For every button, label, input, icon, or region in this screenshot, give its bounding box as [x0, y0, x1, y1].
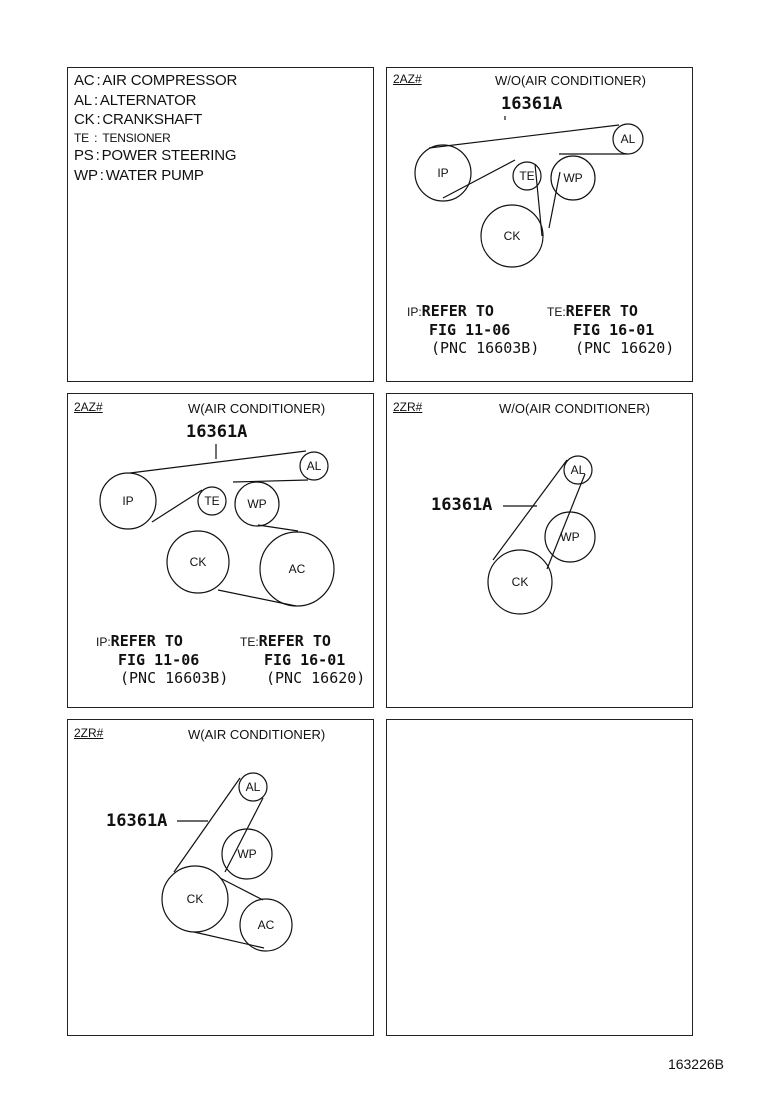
ref-ip: IP:REFER TO FIG 11-06 (PNC 16603B) — [96, 632, 229, 687]
pulley-label: IP — [437, 166, 449, 180]
condition-label: W/O(AIR CONDITIONER) — [499, 401, 650, 416]
pulley-label: CK — [503, 229, 521, 243]
empty-panel — [386, 719, 693, 1036]
belt-segment — [130, 451, 306, 473]
pulley-label: CK — [189, 555, 207, 569]
pulley-label: AC — [257, 918, 275, 932]
legend-item-te: TE : TENSIONER — [74, 131, 171, 145]
condition-label: W/O(AIR CONDITIONER) — [495, 73, 646, 88]
part-number-label[interactable]: 16361A — [431, 495, 493, 515]
part-number-label[interactable]: 16361A — [186, 422, 248, 442]
panel-2zr-with-ac — [67, 719, 374, 1036]
engine-code: 2AZ# — [393, 72, 422, 86]
belt-segment — [233, 480, 308, 482]
pulley-label: AC — [288, 562, 306, 576]
panel-2az-without-ac — [386, 67, 693, 382]
pulley-label: AL — [570, 463, 586, 477]
engine-code: 2ZR# — [393, 400, 423, 414]
panel-2az-with-ac — [67, 393, 374, 708]
legend-item-al: AL : ALTERNATOR — [74, 92, 197, 109]
ref-te: TE:REFER TO FIG 16-01 (PNC 16620) — [547, 302, 675, 357]
part-number-label[interactable]: 16361A — [106, 811, 168, 831]
legend-panel — [67, 67, 374, 382]
belt-diagram — [387, 394, 694, 709]
belt-segment — [258, 525, 298, 531]
pulley-label: IP — [122, 494, 134, 508]
part-number-label[interactable]: 16361A — [501, 94, 563, 114]
ref-ip: IP:REFER TO FIG 11-06 (PNC 16603B) — [407, 302, 540, 357]
belt-segment — [493, 460, 567, 560]
belt-diagram — [68, 720, 375, 1037]
pulley-label: AL — [245, 780, 261, 794]
pulley-label: WP — [563, 171, 583, 185]
belt-segment — [152, 490, 202, 522]
pulley-label: TE — [204, 494, 220, 508]
pulley-label: AL — [306, 459, 322, 473]
ref-te: TE:REFER TO FIG 16-01 (PNC 16620) — [240, 632, 366, 687]
pulley-label: WP — [560, 530, 580, 544]
pulley-label: AL — [620, 132, 636, 146]
pulley-label: CK — [511, 575, 529, 589]
pulley-label: WP — [247, 497, 267, 511]
engine-code: 2AZ# — [74, 400, 103, 414]
pulley-label: CK — [186, 892, 204, 906]
legend-item-ps: PS : POWER STEERING — [74, 147, 237, 164]
pulley-label: TE — [519, 169, 535, 183]
belt-segment — [174, 778, 240, 872]
legend-item-ac: AC : AIR COMPRESSOR — [74, 72, 238, 89]
diagram-id: 163226B — [667, 1056, 724, 1072]
condition-label: W(AIR CONDITIONER) — [188, 727, 326, 742]
panel-2zr-without-ac — [386, 393, 693, 708]
belt-segment — [429, 125, 619, 148]
legend-item-wp: WP : WATER PUMP — [74, 167, 204, 184]
condition-label: W(AIR CONDITIONER) — [188, 401, 326, 416]
pulley-label: WP — [237, 847, 257, 861]
legend-item-ck: CK : CRANKSHAFT — [74, 111, 203, 128]
belt-segment — [443, 160, 515, 198]
engine-code: 2ZR# — [74, 726, 104, 740]
belt-segment — [194, 932, 264, 948]
